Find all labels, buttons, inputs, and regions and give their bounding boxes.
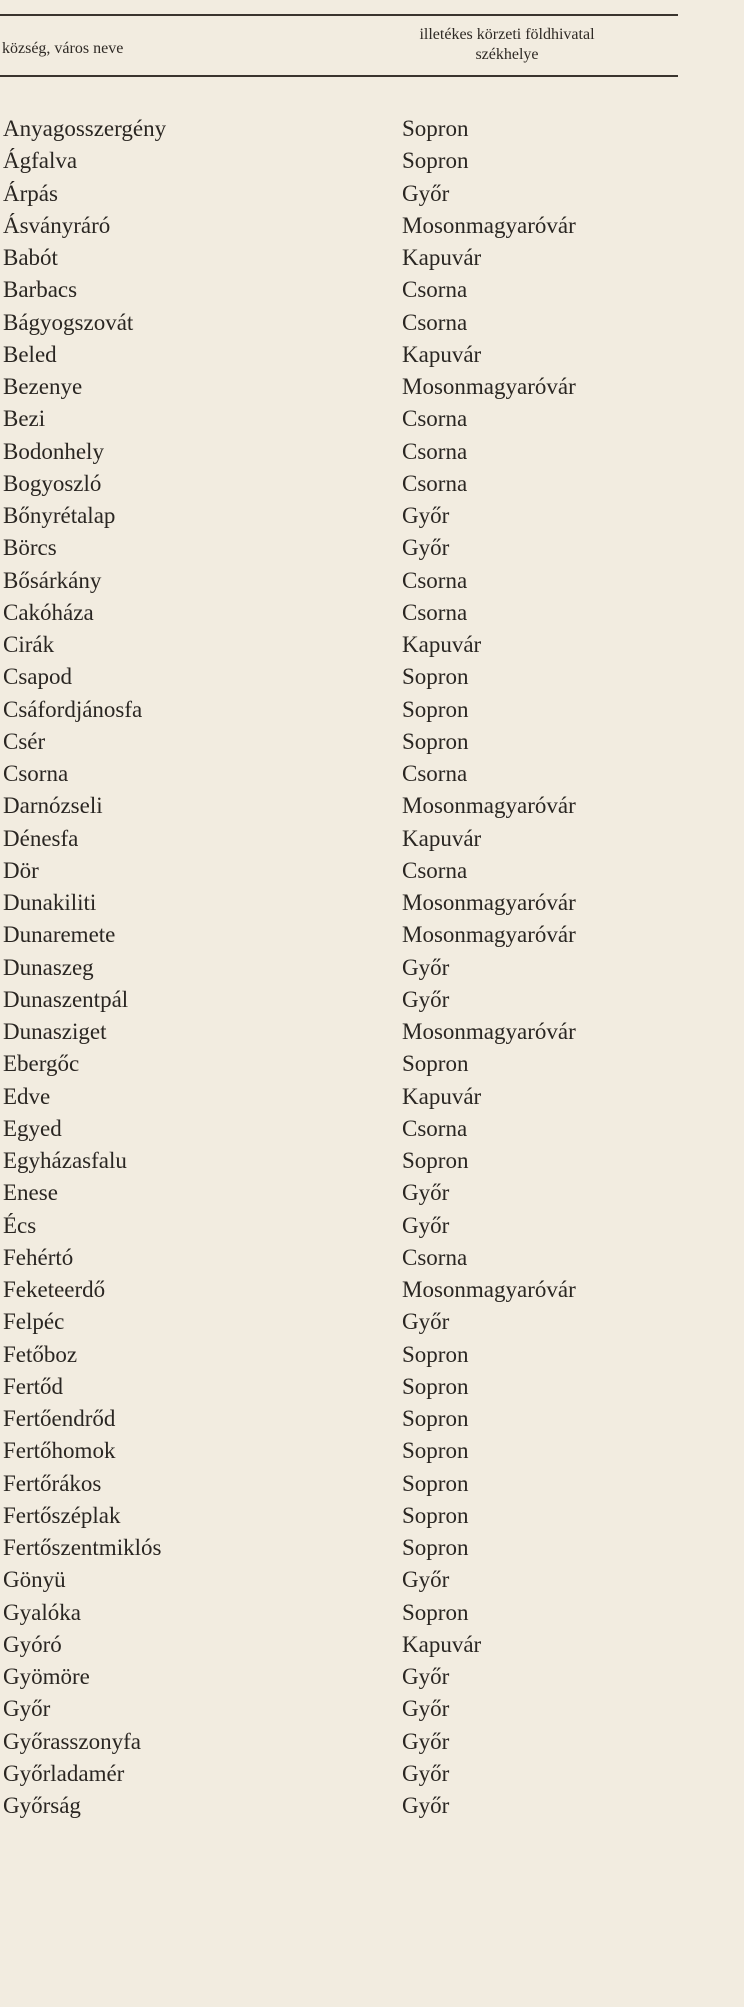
table-row — [0, 790, 744, 822]
table-row — [0, 403, 744, 435]
land-office-seat: Csorna — [402, 470, 468, 496]
settlement-name: Csorna — [3, 761, 69, 786]
table-row — [0, 371, 744, 403]
land-office-seat: Győr — [402, 180, 450, 206]
settlement-name: Écs — [3, 1212, 37, 1238]
settlement-name: Bőnyrétalap — [3, 503, 116, 528]
land-office-seat: Sopron — [402, 1341, 469, 1367]
settlement-name: Bágyogszovát — [3, 309, 134, 335]
settlement-name: Csér — [3, 728, 46, 754]
land-office-seat: Sopron — [402, 1599, 469, 1625]
settlement-name: Gönyü — [3, 1567, 66, 1593]
table-row — [0, 565, 744, 597]
settlement-name: Ásványráró — [3, 212, 111, 238]
table-row — [0, 661, 744, 693]
land-office-seat: Mosonmagyaróvár — [402, 890, 576, 915]
settlement-name: Bezenye — [3, 374, 83, 399]
table-row — [0, 1468, 744, 1500]
settlement-name: Fertőszéplak — [3, 1502, 121, 1528]
settlement-name: Dunakiliti — [3, 890, 97, 915]
land-office-seat: Csorna — [402, 599, 468, 625]
settlement-table — [0, 113, 744, 1822]
table-row — [0, 532, 744, 564]
settlement-name: Csapod — [3, 664, 72, 690]
settlement-name: Edve — [3, 1083, 51, 1109]
land-office-seat: Mosonmagyaróvár — [402, 212, 576, 238]
settlement-name: Dunasziget — [3, 1019, 107, 1044]
table-row — [0, 855, 744, 887]
land-office-seat: Győr — [402, 535, 450, 561]
land-office-seat: Mosonmagyaróvár — [402, 1277, 576, 1302]
land-office-seat: Győr — [402, 1212, 450, 1238]
table-row — [0, 694, 744, 726]
settlement-name: Ágfalva — [3, 148, 78, 174]
settlement-name: Dunaremete — [3, 922, 116, 948]
settlement-name: Fehértó — [3, 1244, 74, 1270]
table-row — [0, 1113, 744, 1145]
table-row — [0, 307, 744, 339]
settlement-name: Egyed — [3, 1115, 62, 1141]
table-row — [0, 1693, 744, 1725]
table-row — [0, 113, 744, 145]
table-row — [0, 1242, 744, 1274]
table-row — [0, 1500, 744, 1532]
land-office-seat: Győr — [402, 986, 450, 1012]
land-office-seat: Kapuvár — [402, 1631, 482, 1657]
settlement-name: Fetőboz — [3, 1341, 78, 1367]
land-office-seat: Csorna — [402, 857, 468, 883]
table-row — [0, 597, 744, 629]
table-row — [0, 1661, 744, 1693]
land-office-seat: Sopron — [402, 1535, 469, 1560]
settlement-name: Babót — [3, 245, 58, 270]
land-office-seat: Csorna — [402, 761, 468, 786]
land-office-seat: Csorna — [402, 1244, 468, 1270]
settlement-name: Fertőhomok — [3, 1438, 116, 1464]
table-row — [0, 1145, 744, 1177]
land-office-seat: Győr — [402, 1793, 450, 1818]
land-office-seat: Kapuvár — [402, 825, 482, 851]
table-row — [0, 500, 744, 532]
settlement-name: Bősárkány — [3, 567, 102, 593]
table-row — [0, 1758, 744, 1790]
table-row — [0, 1081, 744, 1113]
settlement-name: Anyagosszergény — [3, 116, 167, 141]
land-office-seat: Sopron — [402, 1438, 469, 1464]
table-row — [0, 1403, 744, 1435]
settlement-name: Bezi — [3, 406, 46, 432]
table-row — [0, 1435, 744, 1467]
column-header-settlement: község, város neve — [2, 40, 124, 57]
settlement-name: Cakóháza — [3, 599, 94, 625]
land-office-seat: Győr — [402, 503, 450, 528]
land-office-seat: Csorna — [402, 277, 468, 303]
land-office-seat: Sopron — [402, 1470, 469, 1496]
table-row — [0, 436, 744, 468]
settlement-name: Árpás — [3, 180, 58, 206]
settlement-name: Dunaszeg — [3, 954, 94, 980]
table-row — [0, 823, 744, 855]
settlement-name: Gyömöre — [3, 1664, 90, 1689]
land-office-seat: Mosonmagyaróvár — [402, 793, 576, 819]
settlement-name: Fertőrákos — [3, 1470, 102, 1496]
land-office-seat: Győr — [402, 1180, 450, 1206]
land-office-seat: Mosonmagyaróvár — [402, 1019, 576, 1044]
land-office-seat: Győr — [402, 1760, 450, 1786]
land-office-seat: Csorna — [402, 1115, 468, 1141]
settlement-name: Gyóró — [3, 1631, 62, 1657]
land-office-seat: Győr — [402, 1309, 450, 1335]
settlement-name: Cirák — [3, 632, 55, 657]
land-office-seat: Sopron — [402, 1148, 469, 1173]
land-office-seat: Sopron — [402, 1406, 469, 1431]
settlement-name: Beled — [3, 341, 57, 367]
table-row — [0, 339, 744, 371]
land-office-seat: Sopron — [402, 696, 469, 722]
table-row — [0, 242, 744, 274]
land-office-seat: Sopron — [402, 1051, 469, 1077]
table-row — [0, 1532, 744, 1564]
header-bottom-rule — [0, 75, 678, 77]
table-row — [0, 1177, 744, 1209]
table-row — [0, 919, 744, 951]
table-row — [0, 1629, 744, 1661]
settlement-name: Győr — [3, 1696, 51, 1722]
land-office-seat: Sopron — [402, 664, 469, 690]
land-office-seat: Sopron — [402, 116, 469, 141]
land-office-seat: Kapuvár — [402, 245, 482, 270]
land-office-seat: Győr — [402, 954, 450, 980]
table-row — [0, 1016, 744, 1048]
settlement-name: Gyalóka — [3, 1599, 81, 1625]
table-row — [0, 1339, 744, 1371]
table-row — [0, 468, 744, 500]
land-office-seat: Kapuvár — [402, 341, 482, 367]
land-office-seat: Kapuvár — [402, 1083, 482, 1109]
settlement-name: Győrladamér — [3, 1760, 125, 1786]
land-office-seat: Győr — [402, 1664, 450, 1689]
land-office-seat: Győr — [402, 1567, 450, 1593]
table-row — [0, 1597, 744, 1629]
land-office-seat: Csorna — [402, 438, 468, 464]
settlement-name: Enese — [3, 1180, 58, 1206]
table-row — [0, 178, 744, 210]
settlement-name: Bogyoszló — [3, 470, 102, 496]
table-row — [0, 952, 744, 984]
settlement-name: Dénesfa — [3, 825, 79, 851]
column-header-land-office — [362, 25, 652, 65]
land-office-seat: Sopron — [402, 1502, 469, 1528]
settlement-name: Felpéc — [3, 1309, 65, 1335]
settlement-name: Barbacs — [3, 277, 78, 303]
table-row — [0, 1274, 744, 1306]
column-header-land-office-line2: székhelye — [475, 46, 539, 63]
settlement-name: Dunaszentpál — [3, 986, 129, 1012]
settlement-name: Győrasszonyfa — [3, 1728, 141, 1754]
header-top-rule — [0, 14, 678, 16]
table-row — [0, 887, 744, 919]
settlement-name: Bodonhely — [3, 438, 104, 464]
table-row — [0, 210, 744, 242]
table-row — [0, 726, 744, 758]
land-office-seat: Kapuvár — [402, 632, 482, 657]
column-header-land-office-line1: illetékes körzeti földhivatal — [419, 26, 595, 43]
table-row — [0, 145, 744, 177]
table-row — [0, 984, 744, 1016]
table-row — [0, 1306, 744, 1338]
land-office-seat: Csorna — [402, 406, 468, 432]
settlement-name: Egyházasfalu — [3, 1148, 127, 1173]
land-office-seat: Győr — [402, 1728, 450, 1754]
land-office-seat: Győr — [402, 1696, 450, 1722]
settlement-name: Fertőd — [3, 1373, 64, 1399]
settlement-name: Győrság — [3, 1793, 81, 1818]
settlement-name: Feketeerdő — [3, 1277, 106, 1302]
table-row — [0, 1726, 744, 1758]
table-row — [0, 1210, 744, 1242]
settlement-name: Fertőszentmiklós — [3, 1535, 162, 1560]
settlement-name: Csáfordjánosfa — [3, 696, 143, 722]
land-office-seat: Mosonmagyaróvár — [402, 374, 576, 399]
table-row — [0, 274, 744, 306]
land-office-seat: Csorna — [402, 309, 468, 335]
settlement-name: Börcs — [3, 535, 57, 561]
table-row — [0, 1048, 744, 1080]
table-row — [0, 1790, 744, 1822]
table-row — [0, 1564, 744, 1596]
table-row — [0, 1371, 744, 1403]
land-office-seat: Csorna — [402, 567, 468, 593]
land-office-seat: Mosonmagyaróvár — [402, 922, 576, 948]
settlement-name: Darnózseli — [3, 793, 103, 819]
settlement-name: Fertőendrőd — [3, 1406, 116, 1431]
table-row — [0, 629, 744, 661]
settlement-name: Ebergőc — [3, 1051, 80, 1077]
land-office-seat: Sopron — [402, 148, 469, 174]
land-office-seat: Sopron — [402, 1373, 469, 1399]
land-office-seat: Sopron — [402, 728, 469, 754]
settlement-name: Dör — [3, 857, 39, 883]
table-row — [0, 758, 744, 790]
